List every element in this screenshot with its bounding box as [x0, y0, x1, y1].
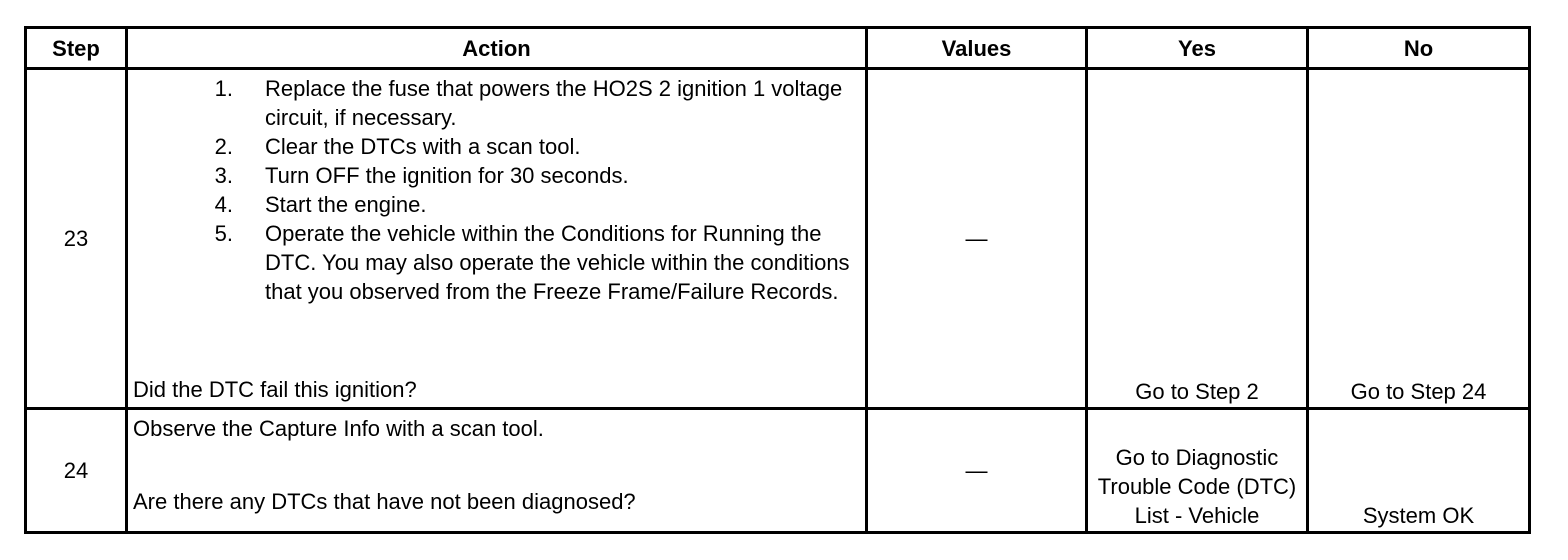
action-instruction: Observe the Capture Info with a scan tool.	[133, 416, 544, 441]
step-number: 23	[26, 69, 127, 409]
header-action: Action	[127, 28, 867, 69]
action-question: Are there any DTCs that have not been diagnosed?	[133, 489, 636, 514]
action-cell	[127, 409, 867, 533]
action-cell	[127, 69, 867, 409]
step-item-text: Turn OFF the ignition for 30 seconds.	[265, 163, 629, 188]
step-item-text: Operate the vehicle within the Conditions for Running the DTC. You may also operate the vehicle within the conditions that you observed from the Freeze Frame/Failure Records.	[265, 221, 850, 304]
header-values: Values	[867, 28, 1087, 69]
yes-text: Go to Diagnostic Trouble Code (DTC) List - Vehicle	[1097, 445, 1297, 528]
diagnostic-table	[24, 26, 1531, 534]
step-item-number: 2 .	[133, 132, 235, 161]
header-yes: Yes	[1087, 28, 1308, 69]
step-item-number: 5 .	[133, 219, 235, 248]
step-item-number: 1 .	[133, 74, 235, 103]
action-steps-list	[133, 70, 861, 306]
action-question: Did the DTC fail this ignition?	[133, 377, 417, 402]
step-item-text: Replace the fuse that powers the HO2S 2 ignition 1 voltage circuit, if necessary.	[265, 76, 843, 130]
step-item-text: Start the engine.	[265, 192, 427, 217]
table-row	[26, 69, 1530, 409]
header-step: Step	[26, 28, 127, 69]
step-item-text: Clear the DTCs with a scan tool.	[265, 134, 581, 159]
step-item-number: 4 .	[133, 190, 235, 219]
list-item	[133, 190, 861, 219]
no-cell: System OK	[1308, 409, 1530, 533]
table-row	[26, 409, 1530, 533]
yes-cell	[1087, 409, 1308, 533]
list-item	[133, 74, 861, 132]
yes-cell: Go to Step 2	[1087, 69, 1308, 409]
header-no: No	[1308, 28, 1530, 69]
list-item	[133, 132, 861, 161]
step-item-number: 3 .	[133, 161, 235, 190]
list-item	[133, 219, 861, 306]
values-cell: —	[867, 409, 1087, 533]
header-row	[26, 28, 1530, 69]
values-cell: —	[867, 69, 1087, 409]
step-number: 24	[26, 409, 127, 533]
no-cell: Go to Step 24	[1308, 69, 1530, 409]
list-item	[133, 161, 861, 190]
